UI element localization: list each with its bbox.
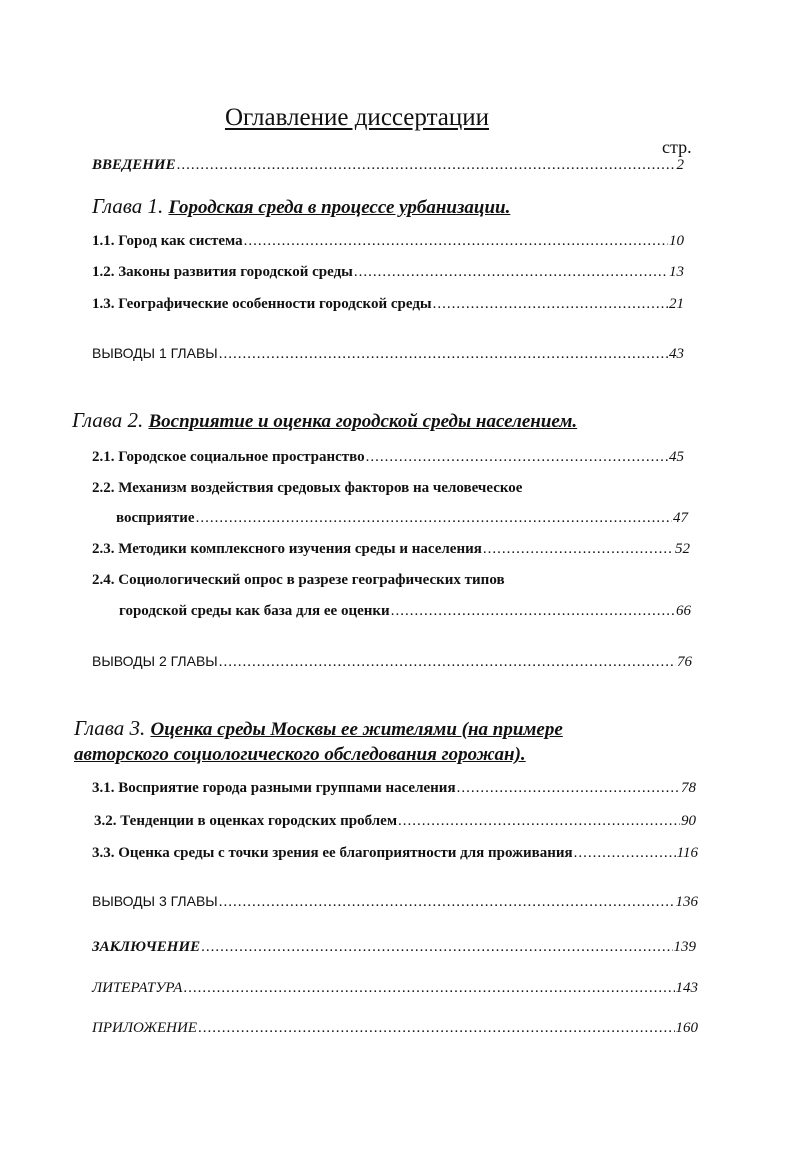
toc-entry-page: 45 bbox=[669, 449, 684, 465]
dot-leader bbox=[198, 1020, 675, 1037]
dot-leader bbox=[398, 813, 680, 830]
toc-entry-page: 21 bbox=[669, 296, 684, 312]
toc-entry-3-1[interactable] bbox=[92, 780, 696, 797]
toc-entry-label: ПРИЛОЖЕНИЕ bbox=[92, 1020, 197, 1036]
toc-entry-label: ЗАКЛЮЧЕНИЕ bbox=[92, 939, 201, 955]
chapter-3-heading[interactable] bbox=[74, 716, 563, 741]
toc-entry-page: 76 bbox=[677, 654, 692, 670]
toc-entry-label: 3.3. Оценка среды с точки зрения ее благоприятности для проживания bbox=[92, 845, 573, 861]
chapter-title-continued: авторского социологического обследования горожан). bbox=[74, 744, 526, 765]
toc-entry-2-4-line1: 2.4. Социологический опрос в разрезе географических типов bbox=[92, 572, 505, 588]
toc-entry-literature[interactable] bbox=[92, 980, 698, 997]
toc-entry-label: 1.2. Законы развития городской среды bbox=[92, 264, 353, 280]
dot-leader bbox=[201, 939, 672, 956]
toc-entry-page: 13 bbox=[669, 264, 684, 280]
toc-entry-page: 43 bbox=[669, 346, 684, 362]
chapter-label: Глава 1. bbox=[92, 194, 164, 218]
toc-entry-3-3[interactable] bbox=[92, 845, 698, 862]
toc-entry-intro[interactable] bbox=[92, 157, 684, 174]
toc-entry-label: ВВЕДЕНИЕ bbox=[92, 157, 176, 173]
toc-entry-label: 3.2. Тенденции в оценках городских проблем bbox=[94, 813, 398, 829]
toc-entry-1-2[interactable] bbox=[92, 264, 684, 281]
page-column-label: стр. bbox=[662, 137, 692, 157]
toc-entry-page: 143 bbox=[675, 980, 698, 996]
toc-entry-page: 47 bbox=[673, 510, 688, 526]
toc-entry-page: 139 bbox=[673, 939, 696, 955]
toc-entry-3-2[interactable] bbox=[94, 813, 696, 830]
dot-leader bbox=[219, 654, 676, 671]
toc-entry-label: 3.1. Восприятие города разными группами населения bbox=[92, 780, 456, 796]
toc-entry-1-3[interactable] bbox=[92, 296, 684, 313]
chapter-2-heading[interactable] bbox=[72, 408, 577, 433]
toc-entry-label: 2.1. Городское социальное пространство bbox=[92, 449, 365, 465]
chapter-3-heading-line2 bbox=[74, 741, 526, 766]
toc-entry-page: 52 bbox=[675, 541, 690, 557]
toc-entry-label: ЛИТЕРАТУРА bbox=[92, 980, 183, 996]
toc-entry-label: восприятие bbox=[116, 510, 195, 526]
toc-entry-2-4[interactable] bbox=[119, 603, 691, 620]
toc-entry-conclusion-2[interactable] bbox=[92, 653, 692, 671]
toc-entry-label: ВЫВОДЫ 1 ГЛАВЫ bbox=[92, 345, 218, 361]
toc-entry-2-2[interactable] bbox=[116, 510, 688, 527]
dot-leader bbox=[354, 264, 668, 281]
toc-entry-label: ВЫВОДЫ 2 ГЛАВЫ bbox=[92, 653, 218, 669]
dot-leader bbox=[183, 980, 674, 997]
toc-entry-2-1[interactable] bbox=[92, 449, 684, 466]
dot-leader bbox=[391, 603, 675, 620]
dot-leader bbox=[244, 233, 668, 250]
chapter-label: Глава 2. bbox=[72, 408, 144, 432]
dot-leader bbox=[196, 510, 672, 527]
dot-leader bbox=[457, 780, 680, 797]
toc-entry-appendix[interactable] bbox=[92, 1020, 698, 1037]
toc-entry-label: 2.3. Методики комплексного изучения среды и населения bbox=[92, 541, 482, 557]
chapter-title: Городская среда в процессе урбанизации. bbox=[168, 197, 511, 218]
toc-entry-label: ВЫВОДЫ 3 ГЛАВЫ bbox=[92, 893, 218, 909]
toc-entry-page: 136 bbox=[675, 894, 698, 910]
dot-leader bbox=[219, 346, 668, 363]
toc-entry-page: 116 bbox=[676, 845, 698, 861]
toc-entry-page: 66 bbox=[676, 603, 691, 619]
dot-leader bbox=[433, 296, 668, 313]
page-title: Оглавление диссертации bbox=[224, 104, 490, 131]
dot-leader bbox=[366, 449, 668, 466]
toc-entry-2-2-line1: 2.2. Механизм воздействия средовых факторов на человеческое bbox=[92, 480, 523, 496]
toc-entry-closing[interactable] bbox=[92, 939, 696, 956]
toc-entry-conclusion-3[interactable] bbox=[92, 893, 698, 911]
toc-entry-2-3[interactable] bbox=[92, 541, 690, 558]
toc-entry-page: 10 bbox=[669, 233, 684, 249]
chapter-1-heading[interactable] bbox=[92, 194, 510, 219]
toc-entry-conclusion-1[interactable] bbox=[92, 345, 684, 363]
toc-entry-label: 1.1. Город как система bbox=[92, 233, 243, 249]
dot-leader bbox=[483, 541, 674, 558]
dot-leader bbox=[177, 157, 676, 174]
toc-entry-1-1[interactable] bbox=[92, 233, 684, 250]
dot-leader bbox=[219, 894, 675, 911]
toc-entry-label: городской среды как база для ее оценки bbox=[119, 603, 390, 619]
toc-entry-page: 160 bbox=[675, 1020, 698, 1036]
chapter-title: Оценка среды Москвы ее жителями (на примере bbox=[150, 719, 563, 740]
chapter-label: Глава 3. bbox=[74, 716, 146, 740]
chapter-title: Восприятие и оценка городской среды населением. bbox=[148, 411, 578, 432]
toc-entry-page: 90 bbox=[681, 813, 696, 829]
toc-entry-page: 2 bbox=[676, 157, 684, 173]
toc-entry-page: 78 bbox=[681, 780, 696, 796]
dot-leader bbox=[574, 845, 676, 862]
toc-entry-label: 1.3. Географические особенности городской среды bbox=[92, 296, 432, 312]
